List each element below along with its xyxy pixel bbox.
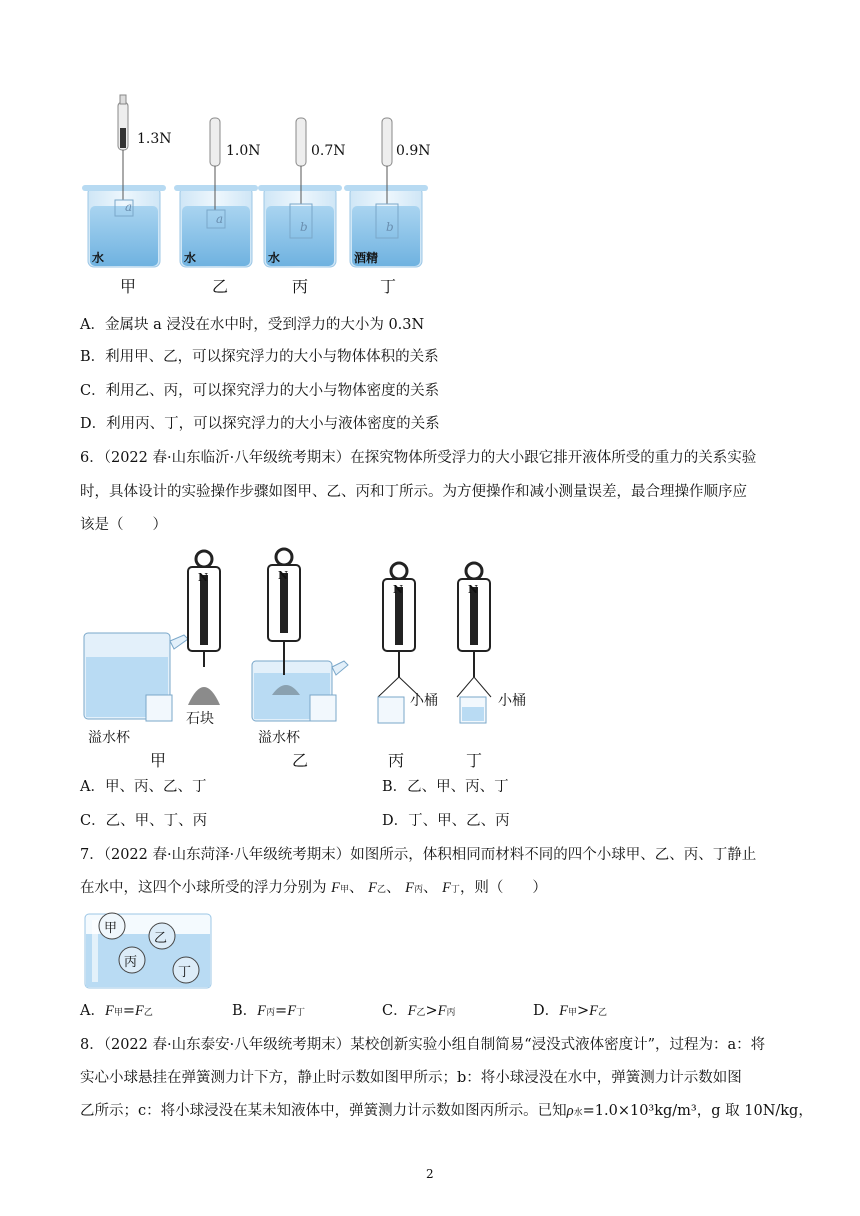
liquid-label-3: 水 <box>268 251 281 265</box>
operator: = <box>122 1003 136 1019</box>
q6-option-d: D．丁、甲、乙、丙 <box>382 813 510 829</box>
separator: 、 <box>422 880 438 896</box>
force-symbol: F <box>287 1003 297 1019</box>
q7-option-d <box>533 1001 607 1023</box>
q7-stem-line-2 <box>80 878 547 900</box>
figure-overflow-experiment <box>80 545 560 730</box>
force-sub: 丙 <box>446 1008 456 1018</box>
liquid-label-1: 水 <box>92 251 105 265</box>
separator: 、 <box>385 880 401 896</box>
force-sub: 丙 <box>266 1008 276 1018</box>
label-bucket-2: 小桶 <box>498 693 526 709</box>
force-symbol: F <box>407 1003 417 1019</box>
fig1-caption-2: 乙 <box>212 277 229 296</box>
option-letter: B． <box>232 1003 258 1019</box>
scale-unit-3: N <box>393 583 404 596</box>
q5-option-a: A．金属块 a 浸没在水中时，受到浮力的大小为 0.3N <box>80 317 425 333</box>
q7-stem-line-1: 7．（2022 春·山东菏泽·八年级统考期末）如图所示，体积相同而材料不同的四个小球甲、乙、丙、丁静止 <box>80 847 757 863</box>
rho-sub: 水 <box>573 1108 583 1118</box>
beaker-3 <box>258 118 342 267</box>
beaker-1 <box>82 95 166 267</box>
beaker-2 <box>174 118 258 267</box>
q5-option-b: B．利用甲、乙，可以探究浮力的大小与物体体积的关系 <box>80 349 439 365</box>
q5-option-c: C．利用乙、丙，可以探究浮力的大小与物体密度的关系 <box>80 383 440 399</box>
q7-option-c <box>382 1001 456 1023</box>
option-letter: D． <box>533 1003 560 1019</box>
ball-label-1: 甲 <box>104 921 118 936</box>
q5-option-d: D．利用丙、丁，可以探究浮力的大小与液体密度的关系 <box>80 416 440 432</box>
force-sub: 丁 <box>296 1008 306 1018</box>
scale-unit-1: N <box>198 571 209 584</box>
operator: > <box>577 1003 590 1019</box>
force-sub: 甲 <box>339 885 349 895</box>
force-sub: 丁 <box>450 885 460 895</box>
block-label-3: b <box>300 220 308 234</box>
q6-stem-line-3: 该是（ ） <box>80 517 167 533</box>
q8-stem-text: 乙所示；c：将小球浸没在某未知液体中，弹簧测力计示数如图丙所示。已知 <box>80 1103 567 1119</box>
label-stone: 石块 <box>186 711 214 727</box>
rho-symbol: ρ <box>566 1103 574 1119</box>
fig2-caption-2: 乙 <box>292 751 309 770</box>
q8-stem-line-2: 实心小球悬挂在弹簧测力计下方，静止时示数如图甲所示；b：将小球浸没在水中，弹簧测力计示数如图 <box>80 1070 742 1086</box>
overflow-cup-2 <box>252 549 348 721</box>
force-sub: 甲 <box>568 1008 578 1018</box>
force-symbol: F <box>405 880 414 896</box>
liquid-label-2: 水 <box>184 251 197 265</box>
q6-stem-line-2: 时，具体设计的实验操作步骤如图甲、乙、丙和丁所示。为方便操作和减小测量误差，最合理操作顺序应 <box>80 484 747 500</box>
reading-1: 1.3N <box>137 131 172 147</box>
option-letter: C． <box>382 1003 408 1019</box>
overflow-cup-1 <box>84 633 188 721</box>
reading-2: 1.0N <box>226 143 261 159</box>
force-symbol: F <box>589 1003 599 1019</box>
force-symbol: F <box>257 1003 267 1019</box>
q6-stem-line-1: 6．（2022 春·山东临沂·八年级统考期末）在探究物体所受浮力的大小跟它排开液体所受的重力的关系实验 <box>80 450 757 466</box>
force-sub: 丙 <box>413 885 423 895</box>
force-symbol: F <box>135 1003 144 1019</box>
fig2-caption-3: 丙 <box>388 751 405 770</box>
force-sub: 甲 <box>113 1008 123 1018</box>
ball-label-4: 丁 <box>178 965 192 980</box>
force-symbol: F <box>331 880 340 896</box>
block-label-4: b <box>386 220 394 234</box>
figure-spring-scales-beakers <box>80 92 440 302</box>
operator: = <box>275 1003 288 1019</box>
force-symbol: F <box>559 1003 568 1019</box>
reading-3: 0.7N <box>311 143 346 159</box>
beaker-4 <box>344 118 428 267</box>
force-symbol: F <box>442 880 451 896</box>
block-label-1: a <box>125 200 133 214</box>
fig1-caption-3: 丙 <box>292 277 309 296</box>
q8-stem-line-3 <box>80 1101 813 1123</box>
q7-stem-text: 在水中，这四个小球所受的浮力分别为 <box>80 880 327 896</box>
ball-label-3: 丙 <box>124 955 138 970</box>
q6-option-c: C．乙、甲、丁、丙 <box>80 813 208 829</box>
q6-option-b: B．乙、甲、丙、丁 <box>382 779 509 795</box>
q7-option-a <box>80 1001 153 1023</box>
fig1-caption-1: 甲 <box>120 277 137 296</box>
scale-unit-2: N <box>278 569 289 582</box>
block-label-2: a <box>216 212 224 226</box>
force-sub: 乙 <box>598 1008 608 1018</box>
operator: > <box>425 1003 438 1019</box>
reading-4: 0.9N <box>396 143 431 159</box>
fig2-caption-4: 丁 <box>466 751 483 770</box>
label-overflow-cup-2: 溢水杯 <box>258 730 300 746</box>
q7-stem-end: ，则（ ） <box>459 880 547 896</box>
fig1-caption-4: 丁 <box>380 277 397 296</box>
force-symbol: F <box>437 1003 447 1019</box>
liquid-label-4: 酒精 <box>354 251 379 265</box>
label-bucket-1: 小桶 <box>410 693 438 709</box>
q8-stem-end: =1.0×10³kg/m³，g 取 10N/kg， <box>582 1103 813 1119</box>
ball-label-2: 乙 <box>154 931 168 946</box>
force-symbol: F <box>368 880 377 896</box>
force-sub: 乙 <box>143 1008 153 1018</box>
separator: 、 <box>348 880 364 896</box>
force-symbol: F <box>104 1003 114 1019</box>
force-sub: 乙 <box>376 885 386 895</box>
force-sub: 乙 <box>416 1008 426 1018</box>
page-number: 2 <box>426 1167 434 1181</box>
q8-stem-line-1: 8．（2022 春·山东泰安·八年级统考期末）某校创新实验小组自制简易“浸没式液体密度计”，过程为：a：将 <box>80 1037 766 1053</box>
fig2-caption-1: 甲 <box>150 751 167 770</box>
q7-option-b <box>232 1001 305 1023</box>
scale-unit-4: N <box>468 583 479 596</box>
label-overflow-cup-1: 溢水杯 <box>88 730 130 746</box>
option-letter: A． <box>80 1003 105 1019</box>
q6-option-a: A．甲、丙、乙、丁 <box>80 779 207 795</box>
